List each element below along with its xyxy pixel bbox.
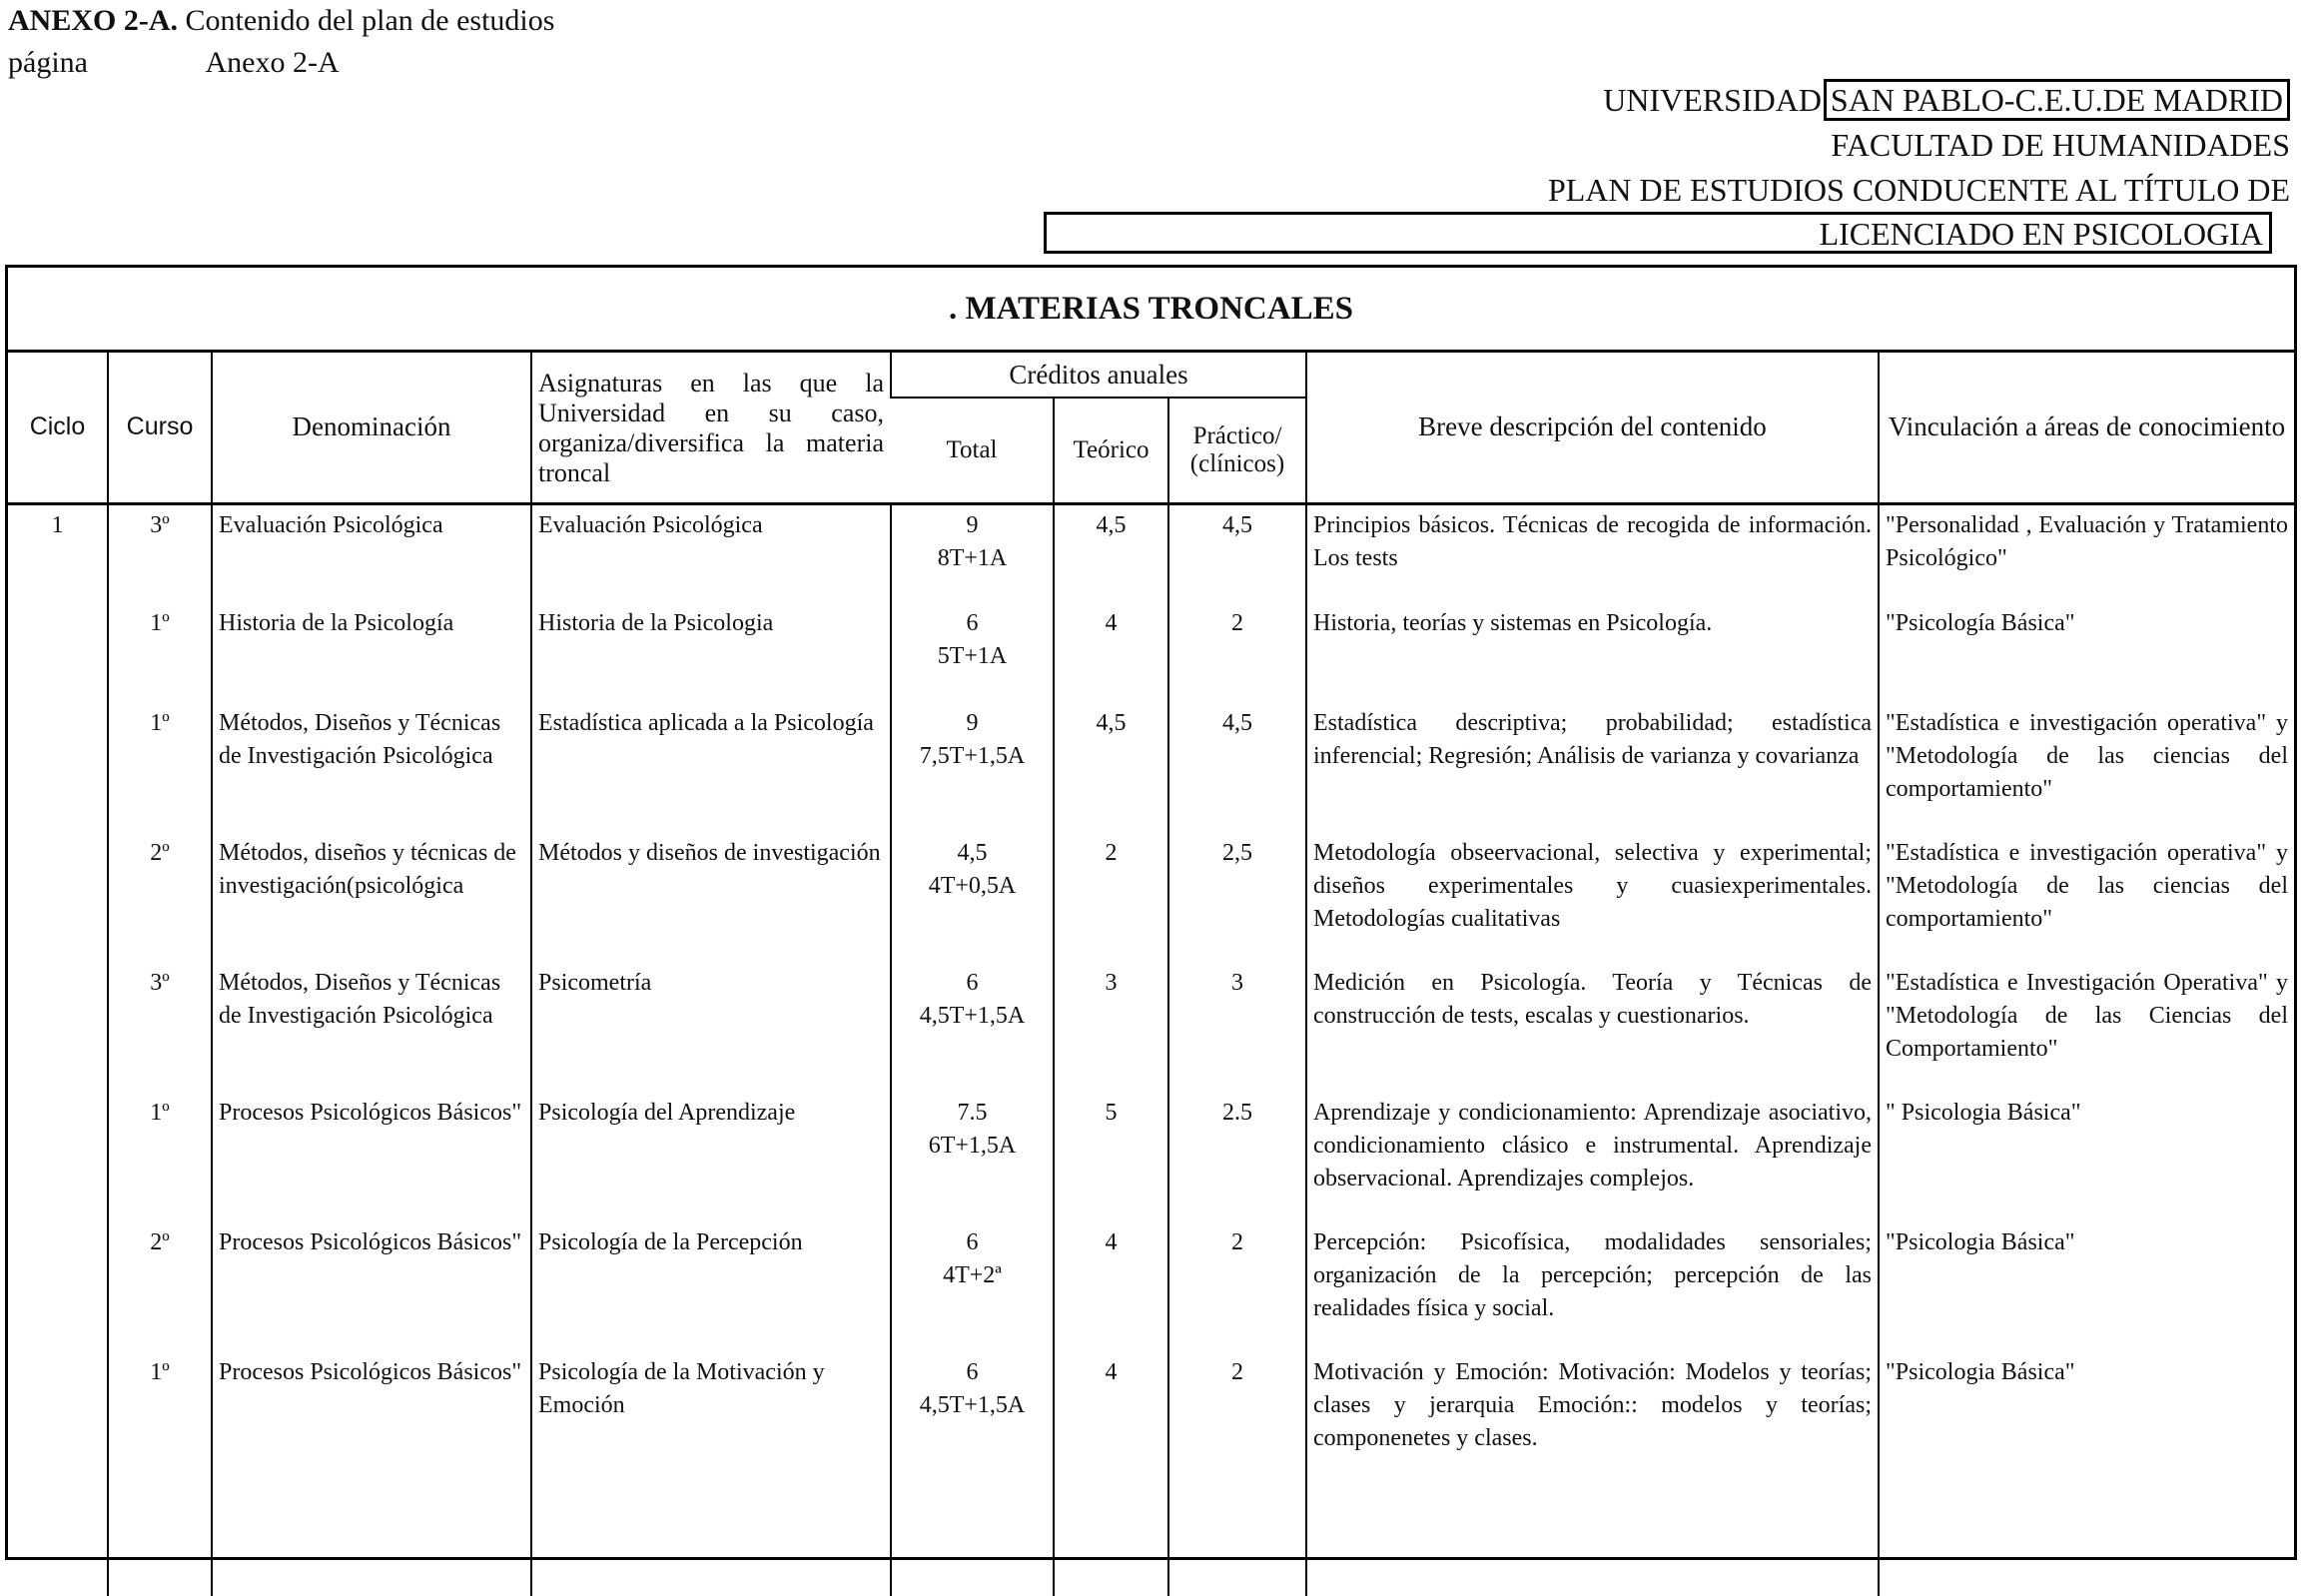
cell-total xyxy=(891,603,1054,703)
header-creditos: Créditos anuales xyxy=(891,353,1306,398)
cell-teorico: 4,5 xyxy=(1054,703,1168,833)
cell-curso: 1º xyxy=(108,1093,212,1222)
cell-teorico: 4 xyxy=(1054,1222,1168,1352)
cell-denominacion: Procesos Psicológicos Básicos" xyxy=(212,1093,531,1222)
cell-teorico: 5 xyxy=(1054,1093,1168,1222)
cell-teorico: 2 xyxy=(1054,833,1168,963)
cell-total xyxy=(891,1222,1054,1352)
cell-descripcion: Historia, teorías y sistemas en Psicología. xyxy=(1306,603,1879,703)
cell-teorico: 4 xyxy=(1054,603,1168,703)
document-header-right xyxy=(1548,78,2290,213)
materias-troncales-table-box xyxy=(5,265,2297,1560)
cell-denominacion: Procesos Psicológicos Básicos" xyxy=(212,1222,531,1352)
total-value: 4,5 xyxy=(957,840,988,866)
table-row xyxy=(8,1093,2294,1222)
total-value: 9 xyxy=(966,511,979,538)
cell-total xyxy=(891,1352,1054,1596)
total-detail: 4,5T+1,5A xyxy=(919,1392,1026,1418)
cell-vinculacion: "Estadística e investigación operativa" y "Metodología de las ciencias del comportamiento" xyxy=(1879,833,2294,963)
cell-asignatura: Psicometría xyxy=(531,963,891,1093)
cell-teorico: 4 xyxy=(1054,1352,1168,1596)
total-detail: 8T+1A xyxy=(937,544,1008,571)
cell-practico: 2 xyxy=(1168,1352,1306,1596)
cell-curso: 2º xyxy=(108,1222,212,1352)
facultad: FACULTAD DE HUMANIDADES xyxy=(1831,127,2290,163)
cell-ciclo xyxy=(8,963,108,1093)
cell-asignatura: Historia de la Psicologia xyxy=(531,603,891,703)
cell-denominacion: Métodos, diseños y técnicas de investigación(psicológica xyxy=(212,833,531,963)
cell-vinculacion: "Estadística e investigación operativa" y "Metodología de las ciencias del comportamiento" xyxy=(1879,703,2294,833)
total-detail: 6T+1,5A xyxy=(928,1133,1017,1159)
cell-denominacion: Métodos, Diseños y Técnicas de Investigación Psicológica xyxy=(212,703,531,833)
total-value: 7.5 xyxy=(957,1100,988,1126)
total-detail: 4T+0,5A xyxy=(928,873,1017,899)
cell-curso: 2º xyxy=(108,833,212,963)
cell-ciclo xyxy=(8,1222,108,1352)
total-value: 6 xyxy=(966,610,979,636)
cell-vinculacion: " Psicologia Básica" xyxy=(1879,1093,2294,1222)
total-value: 6 xyxy=(966,1229,979,1255)
header-ciclo: Ciclo xyxy=(8,353,108,503)
universidad-label: UNIVERSIDAD xyxy=(1603,82,1822,118)
cell-practico: 2 xyxy=(1168,603,1306,703)
cell-curso: 3º xyxy=(108,503,212,603)
header-asignaturas: Asignaturas en las que la Universidad en su caso, organiza/diversifica la materia troncal xyxy=(531,353,891,503)
pagina-value: Anexo 2-A xyxy=(205,46,340,79)
pagina-line xyxy=(8,42,554,84)
cell-descripcion: Medición en Psicología. Teoría y Técnicas de construcción de tests, escalas y cuestionarios. xyxy=(1306,963,1879,1093)
cell-denominacion: Evaluación Psicológica xyxy=(212,503,531,603)
total-detail: 4,5T+1,5A xyxy=(919,1003,1026,1029)
cell-curso: 1º xyxy=(108,1352,212,1596)
header-curso: Curso xyxy=(108,353,212,503)
anexo-line xyxy=(8,0,554,42)
cell-vinculacion: "Psicologia Básica" xyxy=(1879,1222,2294,1352)
cell-descripcion: Principios básicos. Técnicas de recogida de información. Los tests xyxy=(1306,503,1879,603)
header-denominacion: Denominación xyxy=(212,353,531,503)
header-practico: Práctico/ (clínicos) xyxy=(1168,398,1306,503)
cell-teorico: 3 xyxy=(1054,963,1168,1093)
total-value: 9 xyxy=(966,710,979,736)
cell-ciclo xyxy=(8,1352,108,1596)
universidad-line xyxy=(1548,78,2290,123)
cell-asignatura: Psicología de la Percepción xyxy=(531,1222,891,1352)
cell-vinculacion: "Estadística e Investigación Operativa" y "Metodología de las Ciencias del Comportamiento" xyxy=(1879,963,2294,1093)
header-vinculacion: Vinculación a áreas de conocimiento xyxy=(1879,353,2294,503)
cell-ciclo: 1 xyxy=(51,511,64,538)
document-header-left xyxy=(8,0,554,84)
cell-practico: 3 xyxy=(1168,963,1306,1093)
cell-total xyxy=(891,703,1054,833)
cell-denominacion: Procesos Psicológicos Básicos" xyxy=(212,1352,531,1596)
cell-descripcion: Metodología obseervacional, selectiva y experimental; diseños experimentales y cuasiexperimentales. Metodologías cualitativas xyxy=(1306,833,1879,963)
cell-denominacion: Historia de la Psicología xyxy=(212,603,531,703)
cell-vinculacion: "Psicología Básica" xyxy=(1879,603,2294,703)
plan-estudios: PLAN DE ESTUDIOS CONDUCENTE AL TÍTULO DE xyxy=(1547,172,2290,208)
cell-curso: 1º xyxy=(108,703,212,833)
pagina-label: página xyxy=(8,46,88,79)
cell-ciclo xyxy=(8,603,108,703)
total-detail: 4T+2ª xyxy=(943,1262,1002,1288)
header-total: Total xyxy=(891,398,1054,503)
table-row xyxy=(8,833,2294,963)
header-teorico: Teórico xyxy=(1054,398,1168,503)
cell-descripcion: Estadística descriptiva; probabilidad; estadística inferencial; Regresión; Análisis de varianza y covarianza xyxy=(1306,703,1879,833)
cell-ciclo xyxy=(8,1093,108,1222)
cell-ciclo xyxy=(8,833,108,963)
materias-table xyxy=(8,353,2294,1596)
cell-vinculacion: "Psicologia Básica" xyxy=(1879,1352,2294,1596)
cell-total xyxy=(891,833,1054,963)
cell-practico: 2,5 xyxy=(1168,833,1306,963)
cell-curso: 3º xyxy=(108,963,212,1093)
table-row xyxy=(8,963,2294,1093)
table-row xyxy=(8,1222,2294,1352)
cell-total xyxy=(891,1093,1054,1222)
header-descripcion: Breve descripción del contenido xyxy=(1306,353,1879,503)
total-detail: 7,5T+1,5A xyxy=(919,743,1026,769)
total-detail: 5T+1A xyxy=(937,643,1008,669)
universidad-name: SAN PABLO-C.E.U.DE MADRID xyxy=(1824,79,2290,121)
cell-practico: 2.5 xyxy=(1168,1093,1306,1222)
cell-practico: 4,5 xyxy=(1168,703,1306,833)
cell-descripcion: Motivación y Emoción: Motivación: Modelos y teorías; clases y jerarquia Emoción:: modelos y teorías; componenetes y clases. xyxy=(1306,1352,1879,1596)
cell-teorico: 4,5 xyxy=(1054,503,1168,603)
table-row xyxy=(8,703,2294,833)
cell-asignatura: Evaluación Psicológica xyxy=(531,503,891,603)
cell-asignatura: Métodos y diseños de investigación xyxy=(531,833,891,963)
anexo-title: Contenido del plan de estudios xyxy=(185,4,555,37)
cell-asignatura: Psicología de la Motivación y Emoción xyxy=(531,1352,891,1596)
total-value: 6 xyxy=(966,1359,979,1385)
table-row xyxy=(8,603,2294,703)
table-title: . MATERIAS TRONCALES xyxy=(8,268,2294,353)
cell-vinculacion: "Personalidad , Evaluación y Tratamiento Psicológico" xyxy=(1879,503,2294,603)
titulo-box: LICENCIADO EN PSICOLOGIA xyxy=(1044,212,2272,254)
cell-descripcion: Aprendizaje y condicionamiento: Aprendizaje asociativo, condicionamiento clásico e instrumental. Aprendizaje observacional. Aprendizajes complejos. xyxy=(1306,1093,1879,1222)
cell-ciclo xyxy=(8,703,108,833)
total-value: 6 xyxy=(966,970,979,996)
table-row xyxy=(8,1352,2294,1596)
cell-curso: 1º xyxy=(108,603,212,703)
cell-denominacion: Métodos, Diseños y Técnicas de Investigación Psicológica xyxy=(212,963,531,1093)
table-row xyxy=(8,503,2294,603)
cell-asignatura: Estadística aplicada a la Psicología xyxy=(531,703,891,833)
cell-total xyxy=(891,503,1054,603)
cell-asignatura: Psicología del Aprendizaje xyxy=(531,1093,891,1222)
cell-practico: 2 xyxy=(1168,1222,1306,1352)
cell-practico: 4,5 xyxy=(1168,503,1306,603)
cell-total xyxy=(891,963,1054,1093)
anexo-label: ANEXO 2-A. xyxy=(8,4,178,37)
cell-descripcion: Percepción: Psicofísica, modalidades sensoriales; organización de la percepción; percepción de las realidades física y social. xyxy=(1306,1222,1879,1352)
